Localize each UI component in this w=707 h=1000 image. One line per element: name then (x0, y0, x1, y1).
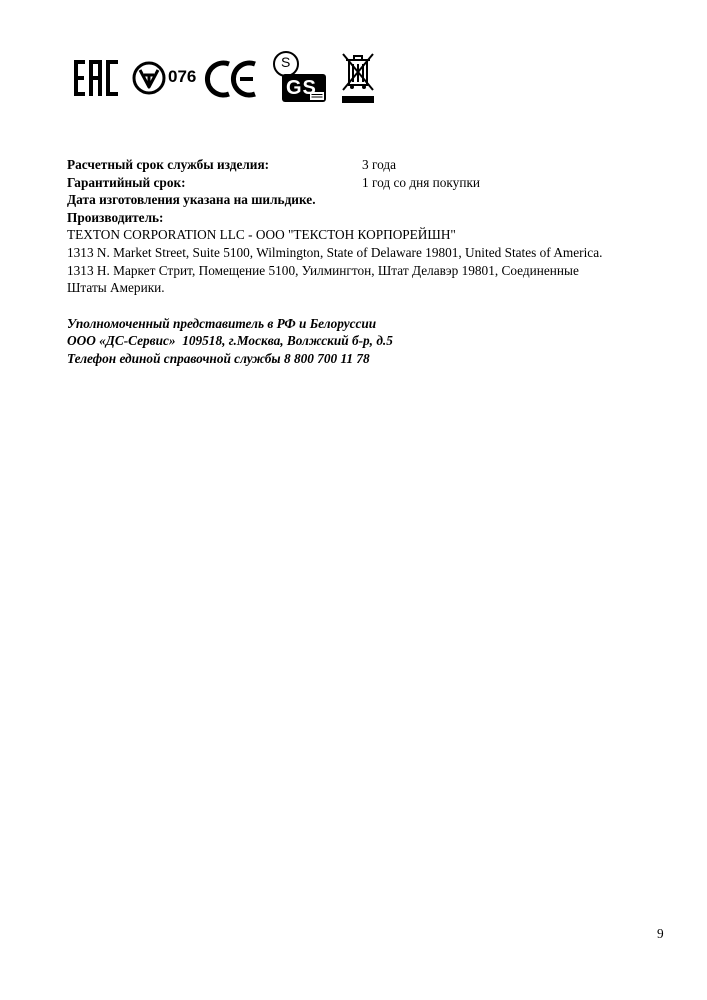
eac-mark-icon (74, 60, 124, 100)
manufacture-date-note: Дата изготовления указана на шильдике. (67, 192, 316, 208)
warranty-period-row (67, 174, 667, 192)
gs-label: GS (286, 77, 317, 99)
warranty-period-value: 1 год со дня покупки (362, 174, 481, 190)
page-number: 9 (657, 926, 664, 941)
weee-crossed-bin-icon (340, 52, 376, 104)
representative-address: ООО «ДС-Сервис» 109518, г.Москва, Волжский б-р, д.5 (67, 333, 393, 349)
service-life-value: 3 года (362, 157, 397, 172)
paragraph-gap (67, 297, 667, 315)
ce-mark-icon (207, 60, 259, 100)
manufacturer-address-ru-line1: 1313 Н. Маркет Стрит, Помещение 5100, Уилмингтон, Штат Делавэр 19801, Соединенные (67, 262, 579, 278)
manufacturer-address-ru-line2: Штаты Америки. (67, 280, 165, 296)
manufacturer-name: TEXTON CORPORATION LLC - ООО "ТЕКСТОН КОРПОРЕЙШН" (67, 227, 456, 243)
ua-mark-code: 076 (168, 67, 197, 86)
service-life-row (67, 156, 667, 174)
manufacturer-address-en: 1313 N. Market Street, Suite 5100, Wilmington, State of Delaware 19801, United States of America. (67, 244, 603, 260)
manufacturer-heading: Производитель: (67, 209, 164, 225)
representative-phone: Телефон единой справочной службы 8 800 700 11 78 (67, 350, 370, 366)
service-life-label: Расчетный срок службы изделия: (67, 157, 270, 172)
gs-s-label: S (281, 54, 291, 70)
warranty-period-label: Гарантийный срок: (67, 174, 186, 190)
warranty-info (67, 156, 667, 368)
representative-title: Уполномоченный представитель в РФ и Белоруссии (67, 315, 377, 331)
